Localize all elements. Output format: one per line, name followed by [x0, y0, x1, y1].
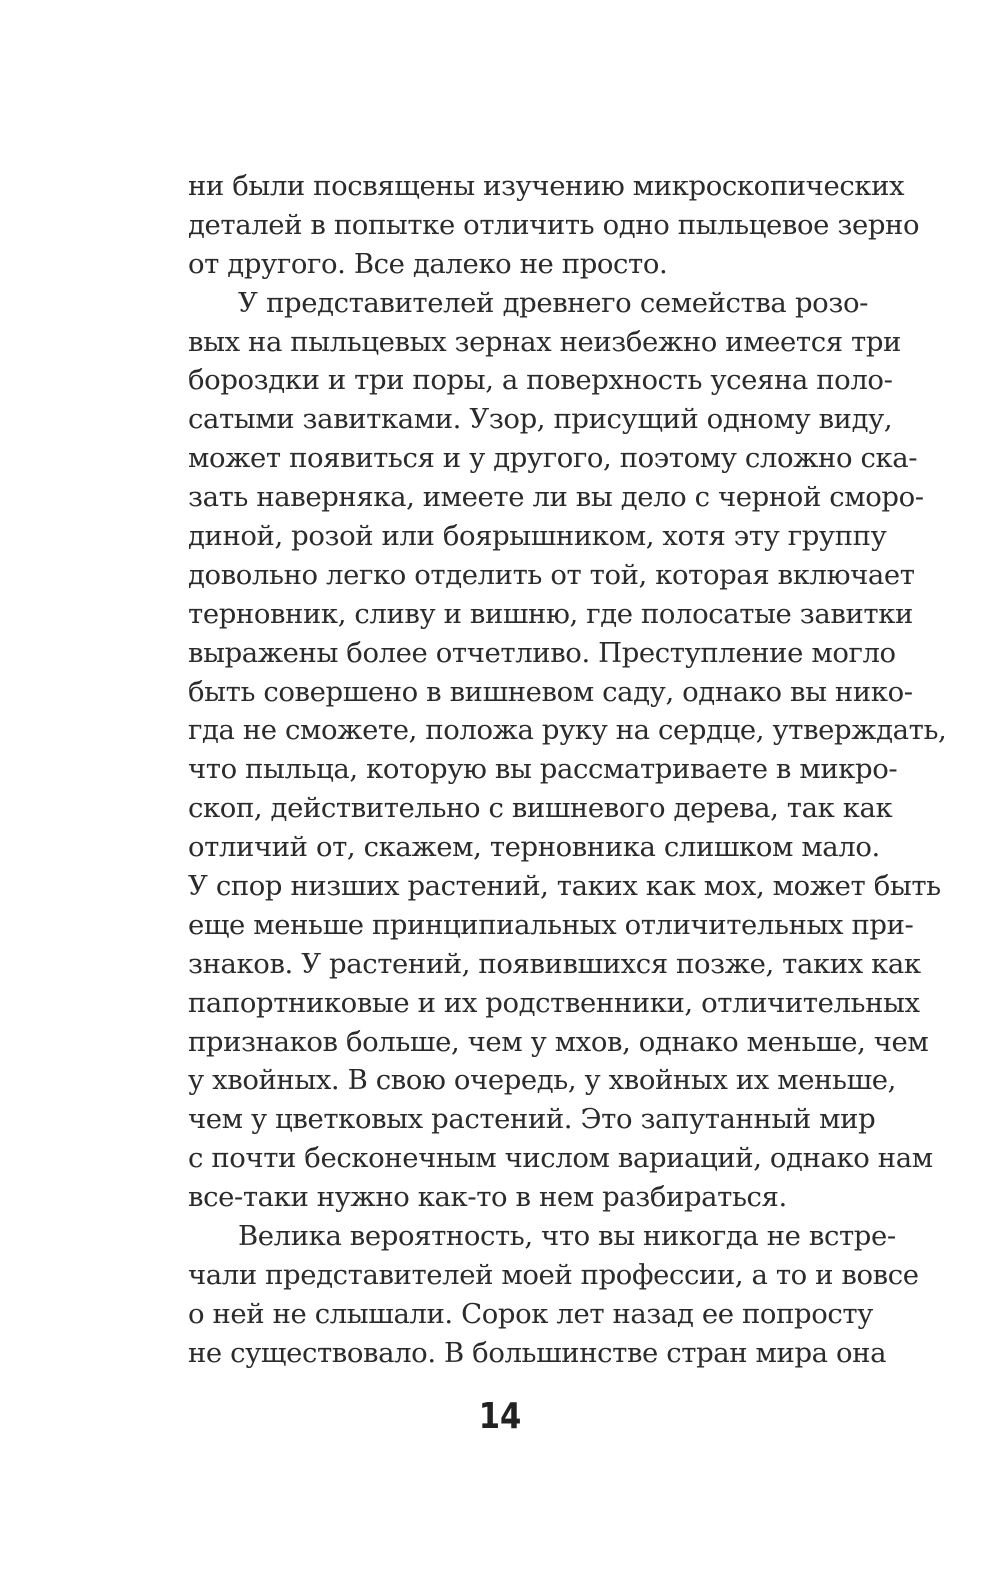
text-line: гда не сможете, положа руку на сердце, утверждать,: [188, 714, 947, 747]
text-line: у хвойных. В свою очередь, у хвойных их меньше,: [188, 1064, 896, 1097]
page-body-text: [188, 167, 947, 1373]
text-line: У представителей древнего семейства розо-: [238, 286, 868, 319]
text-line: диной, розой или боярышником, хотя эту группу: [188, 520, 887, 553]
text-line: папортниковые и их родственники, отличительных: [188, 986, 920, 1019]
text-line: с почти бесконечным числом вариаций, однако нам: [188, 1142, 933, 1175]
text-line: что пыльца, которую вы рассматриваете в микро-: [188, 753, 898, 786]
text-line: от другого. Все далеко не просто.: [188, 247, 668, 280]
text-line: отличий от, скажем, терновника слишком мало.: [188, 831, 880, 864]
text-line: деталей в попытке отличить одно пыльцевое зерно: [188, 208, 920, 241]
text-line: бороздки и три поры, а поверхность усеяна поло-: [188, 364, 893, 397]
text-line: Велика вероятность, что вы никогда не встре-: [238, 1220, 896, 1253]
text-line: может появиться и у другого, поэтому сложно ска-: [188, 442, 918, 475]
text-line: чали представителей моей профессии, а то и вовсе: [188, 1258, 919, 1291]
text-line: о ней не слышали. Сорок лет назад ее попросту: [188, 1297, 873, 1330]
text-line: ни были посвящены изучению микроскопических: [188, 170, 905, 202]
text-line: все-таки нужно как-то в нем разбираться.: [188, 1181, 787, 1214]
text-line: быть совершено в вишневом саду, однако вы нико-: [188, 675, 913, 708]
page-number: 14: [478, 1396, 522, 1437]
text-line: вых на пыльцевых зернах неизбежно имеется три: [188, 325, 901, 358]
text-line: У спор низших растений, таких как мох, может быть: [188, 870, 941, 903]
text-line: довольно легко отделить от той, которая включает: [188, 558, 915, 591]
text-line: знаков. У растений, появившихся позже, таких как: [188, 947, 921, 980]
text-line: зать наверняка, имеете ли вы дело с черной сморо-: [188, 481, 924, 514]
text-line: признаков больше, чем у мхов, однако меньше, чем: [188, 1025, 929, 1058]
text-line: еще меньше принципиальных отличительных при-: [188, 908, 914, 941]
text-line: чем у цветковых растений. Это запутанный мир: [188, 1103, 876, 1136]
text-line: скоп, действительно с вишневого дерева, так как: [188, 792, 893, 825]
text-line: не существовало. В большинстве стран мира она: [188, 1336, 887, 1369]
text-line: терновник, сливу и вишню, где полосатые завитки: [188, 597, 913, 630]
text-line: сатыми завитками. Узор, присущий одному виду,: [188, 403, 893, 436]
text-line: выражены более отчетливо. Преступление могло: [188, 636, 896, 669]
